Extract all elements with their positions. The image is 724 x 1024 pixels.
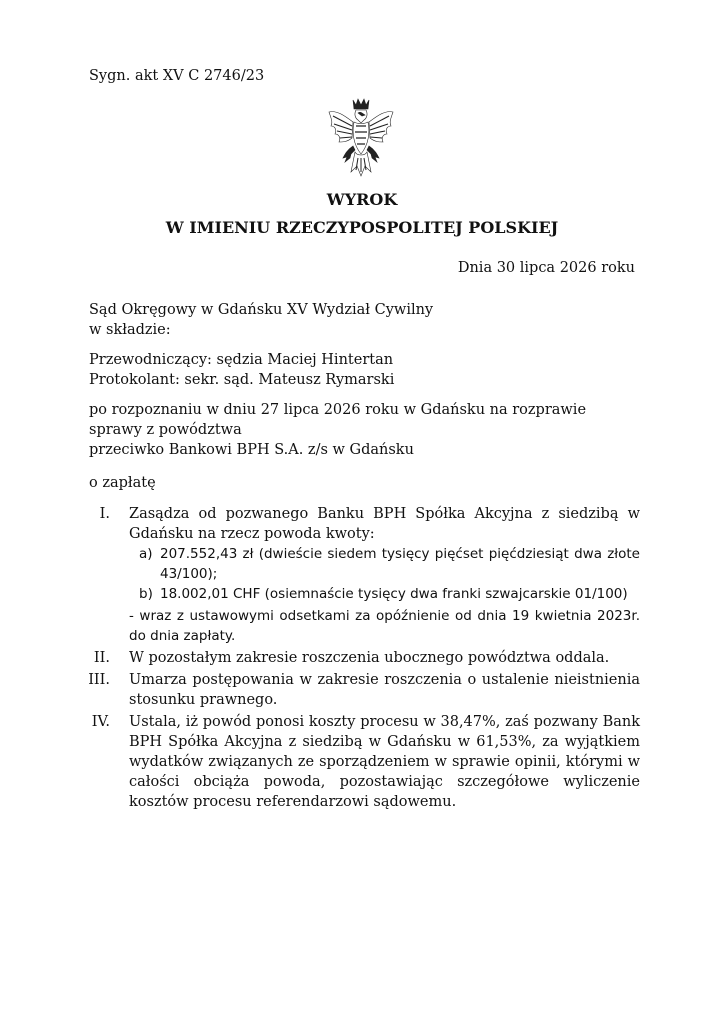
case-reference: Sygn. akt XV C 2746/23 bbox=[89, 68, 265, 84]
court-block bbox=[89, 300, 433, 340]
interest-clause: - wraz z ustawowymi odsetkami za opóźnienie od dnia 19 kwietnia 2023r. do dnia zapłaty. bbox=[129, 608, 640, 644]
subitem-text: 18.002,01 CHF (osiemnaście tysięcy dwa franki szwajcarskie 01/100) bbox=[160, 586, 628, 602]
proceedings-line-3: przeciwko Bankowi BPH S.A. z/s w Gdańsku bbox=[89, 442, 414, 458]
proceedings-line-1: po rozpoznaniu w dniu 27 lipca 2026 roku w Gdańsku na rozprawie bbox=[89, 402, 587, 418]
subitem-letter: a) bbox=[139, 546, 153, 562]
ruling-text: Umarza postępowania w zakresie roszczenia o ustalenie nieistnienia stosunku prawnego. bbox=[129, 672, 640, 708]
ruling-text: Ustala, iż powód ponosi koszty procesu w 38,47%, zaś pozwany Bank BPH Spółka Akcyjna z siedzibą w Gdańsku w 61,53%, za wyjątkiem wydatków związanych ze sporządzeniem w sprawie opinii, którymi w całości obciąża powoda, pozostawiając szczegółowe wyliczenie kosztów procesu referendarzowi sądowemu. bbox=[129, 714, 640, 810]
ruling-item-3 bbox=[80, 670, 640, 710]
ruling-number: IV. bbox=[91, 714, 110, 730]
ruling-subitem-b bbox=[129, 584, 640, 604]
court-clerk: Protokolant: sekr. sąd. Mateusz Rymarski bbox=[89, 372, 395, 388]
ruling-item-2 bbox=[80, 648, 640, 668]
court-name: Sąd Okręgowy w Gdańsku XV Wydział Cywilny bbox=[89, 302, 434, 318]
subitem-letter: b) bbox=[139, 586, 153, 602]
ruling-text: Zasądza od pozwanego Banku BPH Spółka Akcyjna z siedzibą w Gdańsku na rzecz powoda kwoty: bbox=[129, 506, 640, 542]
court-composition: w składzie: bbox=[89, 322, 171, 338]
ruling-text: W pozostałym zakresie roszczenia ubocznego powództwa oddala. bbox=[129, 650, 610, 666]
ruling-item-4 bbox=[80, 712, 640, 812]
judgment-date: Dnia 30 lipca 2026 roku bbox=[457, 260, 635, 276]
ruling-number: I. bbox=[99, 506, 110, 522]
ruling-subitem-a bbox=[129, 544, 640, 584]
ruling-item-1 bbox=[80, 504, 640, 646]
case-subject: o zapłatę bbox=[89, 475, 156, 491]
polish-eagle-emblem bbox=[325, 96, 397, 180]
proceedings-block bbox=[89, 400, 586, 460]
presiding-judge: Przewodniczący: sędzia Maciej Hintertan bbox=[89, 352, 394, 368]
subitem-text: 207.552,43 zł (dwieście siedem tysięcy pięćset pięćdziesiąt dwa złote 43/100); bbox=[160, 546, 640, 582]
judgment-subtitle: W IMIENIU RZECZYPOSPOLITEJ POLSKIEJ bbox=[165, 218, 559, 237]
ruling-number: II. bbox=[93, 650, 110, 666]
panel-block bbox=[89, 350, 394, 390]
ruling-list bbox=[80, 504, 640, 814]
proceedings-line-2: sprawy z powództwa bbox=[89, 422, 242, 438]
judgment-title: WYROK bbox=[326, 190, 398, 209]
ruling-number: III. bbox=[88, 672, 110, 688]
